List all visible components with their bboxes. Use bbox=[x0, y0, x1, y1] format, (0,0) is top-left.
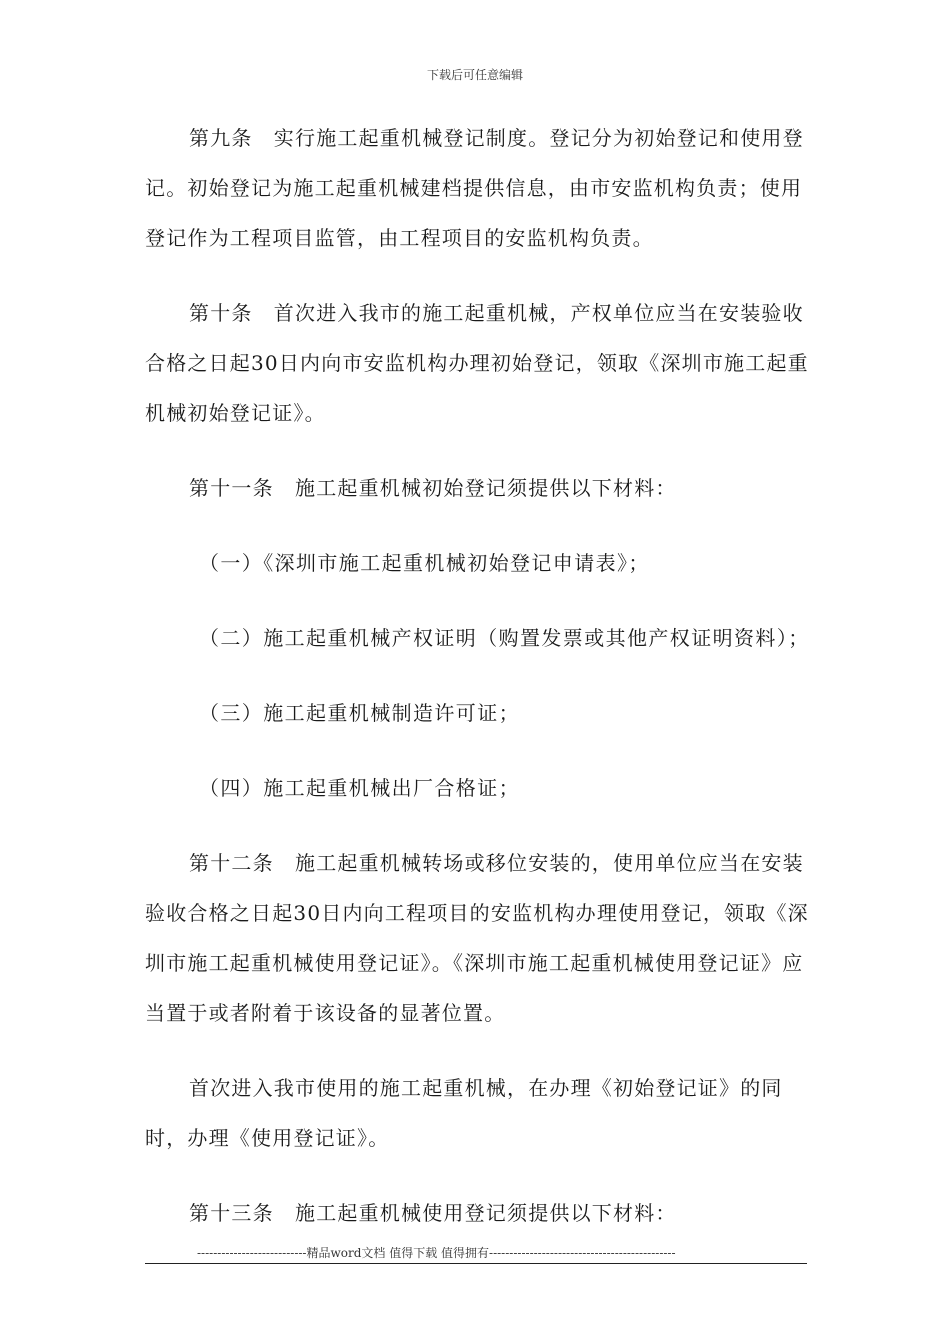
article-13-paragraph: 第十三条 施工起重机械使用登记须提供以下材料： bbox=[189, 1201, 677, 1225]
article-9-paragraph: 第九条 实行施工起重机械登记制度。登记分为初始登记和使用登记。初始登记为施工起重机械建档提供信息，由市安监机构负责；使用登记作为工程项目监管，由工程项目的安监机构负责。 bbox=[145, 126, 804, 250]
page-header-note: 下载后可任意编辑 bbox=[426, 68, 523, 82]
list-item-3: （三）施工起重机械制造许可证； bbox=[199, 701, 520, 725]
article-12-continuation-paragraph: 首次进入我市使用的施工起重机械，在办理《初始登记证》的同时，办理《使用登记证》。 bbox=[145, 1076, 783, 1150]
list-item-2: （二）施工起重机械产权证明（购置发票或其他产权证明资料）； bbox=[199, 626, 810, 650]
article-12-paragraph: 第十二条 施工起重机械转场或移位安装的，使用单位应当在安装验收合格之日起30日内向工程项目的安监机构办理使用登记，领取《深圳市施工起重机械使用登记证》。《深圳市施工起重机械使用登记证》应当置于或者附着于该设备的显著位置。 bbox=[145, 851, 809, 1025]
document-body bbox=[145, 113, 813, 1263]
footer-divider bbox=[145, 1263, 807, 1264]
list-item-1: （一）《深圳市施工起重机械初始登记申请表》； bbox=[199, 551, 650, 575]
page-footer-note: ---------------------------精品word文档 值得下载 值得拥有---------------------------------------------- bbox=[197, 1246, 676, 1260]
list-item-4: （四）施工起重机械出厂合格证； bbox=[199, 776, 520, 800]
article-11-paragraph: 第十一条 施工起重机械初始登记须提供以下材料： bbox=[189, 476, 677, 500]
article-10-paragraph: 第十条 首次进入我市的施工起重机械，产权单位应当在安装验收合格之日起30日内向市安监机构办理初始登记，领取《深圳市施工起重机械初始登记证》。 bbox=[145, 301, 809, 425]
